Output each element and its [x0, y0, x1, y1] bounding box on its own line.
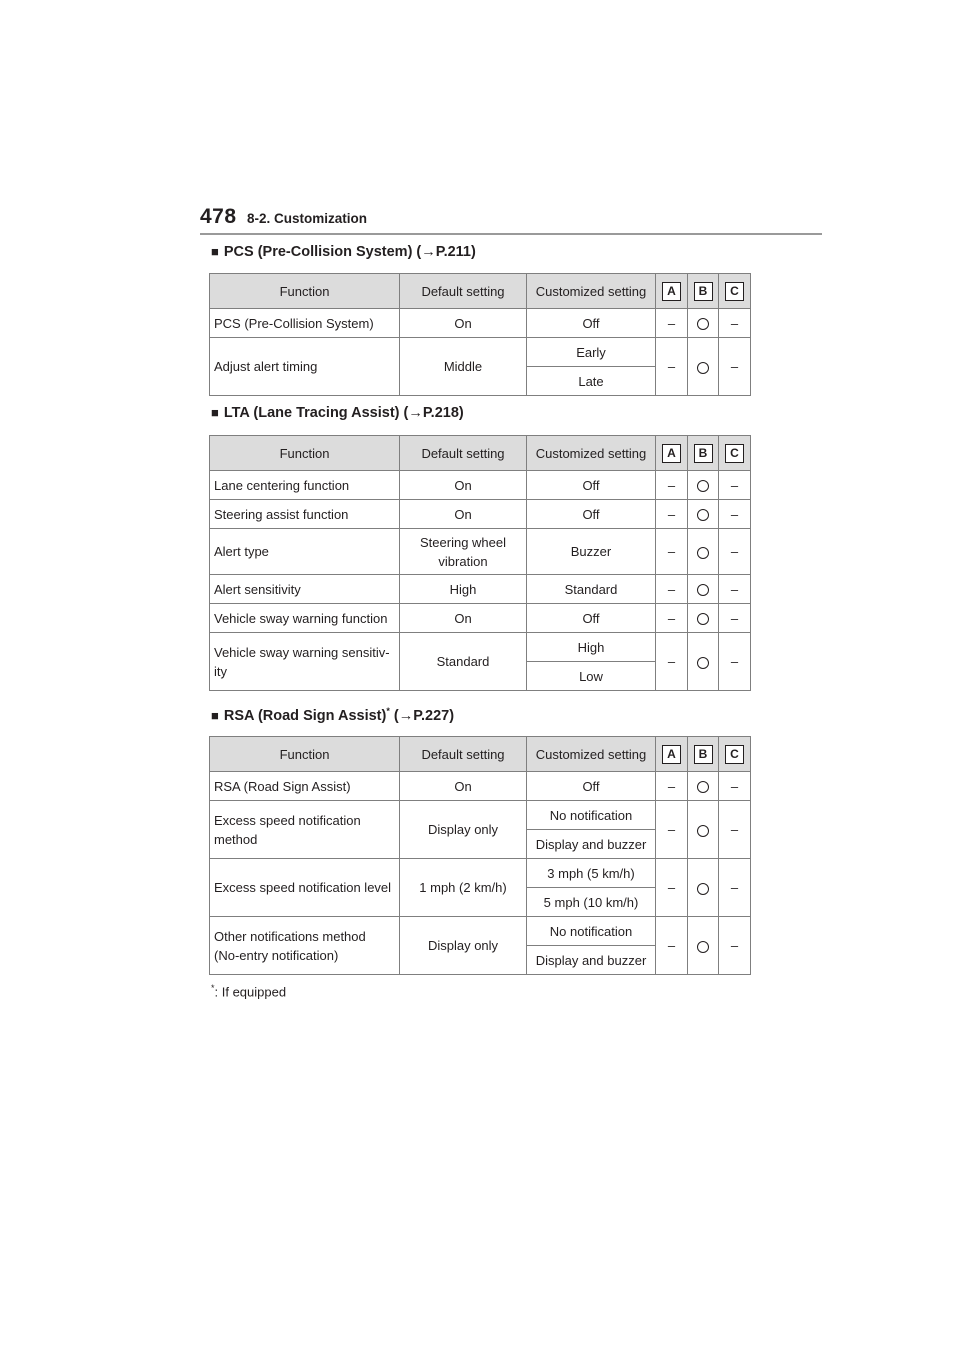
circle-icon: [697, 781, 709, 793]
table-row: Low: [210, 662, 751, 691]
page-header: [200, 205, 822, 233]
table-header-row: [210, 274, 751, 309]
arrow-icon: →: [398, 707, 414, 724]
square-bullet-icon: ■: [211, 405, 219, 420]
page-reference-link[interactable]: P.227): [413, 707, 455, 724]
dash-mark: –: [719, 500, 751, 529]
dash-mark: –: [656, 471, 688, 500]
table-row: Lane centering function On Off – –: [210, 471, 751, 500]
column-a-icon: A: [662, 282, 681, 301]
circle-icon: [697, 509, 709, 521]
column-header-function: Function: [210, 737, 400, 772]
circle-icon: [697, 362, 709, 374]
table-header-row: [210, 436, 751, 471]
lta-settings-table: [209, 435, 751, 691]
dash-mark: –: [656, 633, 688, 691]
dash-mark: –: [719, 633, 751, 691]
circle-icon: [697, 480, 709, 492]
dash-mark: –: [719, 471, 751, 500]
table-row: Alert sensitivity High Standard – –: [210, 575, 751, 604]
dash-mark: –: [656, 309, 688, 338]
dash-mark: –: [719, 309, 751, 338]
dash-mark: –: [656, 917, 688, 975]
column-header-default: Default setting: [400, 436, 527, 471]
table-row: Late: [210, 367, 751, 396]
circle-icon: [697, 941, 709, 953]
circle-icon: [697, 318, 709, 330]
dash-mark: –: [719, 772, 751, 801]
footnote-marker: *: [211, 983, 215, 993]
arrow-icon: →: [421, 244, 436, 260]
page-reference-link[interactable]: P.218): [422, 405, 464, 421]
circle-icon: [697, 883, 709, 895]
dash-mark: –: [656, 801, 688, 859]
column-b-icon: B: [694, 745, 713, 764]
footnote-marker: *: [386, 706, 390, 716]
table-row: Display and buzzer: [210, 830, 751, 859]
table-row: Alert type Steering wheel vibration Buzzer – –: [210, 529, 751, 575]
circle-icon: [697, 613, 709, 625]
dash-mark: –: [656, 529, 688, 575]
arrow-icon: →: [408, 405, 423, 421]
circle-icon: [697, 547, 709, 559]
table-row: Other notifications method (No-entry notification) Display only No notification – –: [210, 917, 751, 946]
section-title-rsa: ■ RSA (Road Sign Assist)* (→P.227): [211, 706, 455, 724]
table-row: 5 mph (10 km/h): [210, 888, 751, 917]
rsa-settings-table: [209, 736, 751, 975]
dash-mark: –: [656, 772, 688, 801]
column-b-icon: B: [694, 444, 713, 463]
dash-mark: –: [719, 801, 751, 859]
table-row: Steering assist function On Off – –: [210, 500, 751, 529]
column-header-customized: Customized setting: [527, 436, 656, 471]
square-bullet-icon: ■: [211, 707, 219, 723]
table-row: Adjust alert timing Middle Early – –: [210, 338, 751, 367]
column-c-icon: C: [725, 745, 744, 764]
circle-icon: [697, 657, 709, 669]
square-bullet-icon: ■: [211, 244, 219, 259]
column-a-icon: A: [662, 444, 681, 463]
dash-mark: –: [719, 529, 751, 575]
pcs-settings-table: [209, 273, 751, 396]
page-number: 478: [200, 205, 237, 228]
column-b-icon: B: [694, 282, 713, 301]
table-row: PCS (Pre-Collision System) On Off – –: [210, 309, 751, 338]
dash-mark: –: [719, 859, 751, 917]
dash-mark: –: [656, 338, 688, 396]
column-c-icon: C: [725, 444, 744, 463]
column-c-icon: C: [725, 282, 744, 301]
dash-mark: –: [719, 604, 751, 633]
dash-mark: –: [656, 859, 688, 917]
chapter-title: 8-2. Customization: [247, 211, 368, 226]
dash-mark: –: [719, 338, 751, 396]
column-header-customized: Customized setting: [527, 737, 656, 772]
page-reference-link[interactable]: P.211): [435, 244, 476, 260]
table-header-row: [210, 737, 751, 772]
column-header-function: Function: [210, 436, 400, 471]
table-row: Display and buzzer: [210, 946, 751, 975]
dash-mark: –: [719, 575, 751, 604]
dash-mark: –: [656, 604, 688, 633]
table-row: Excess speed notification level 1 mph (2 km/h) 3 mph (5 km/h) – –: [210, 859, 751, 888]
column-a-icon: A: [662, 745, 681, 764]
footnote: *: If equipped: [211, 983, 287, 1000]
circle-icon: [697, 825, 709, 837]
circle-icon: [697, 584, 709, 596]
table-row: Vehicle sway warning sensitiv- ity Standard High – –: [210, 633, 751, 662]
column-header-default: Default setting: [400, 274, 527, 309]
column-header-function: Function: [210, 274, 400, 309]
table-row: Vehicle sway warning function On Off – –: [210, 604, 751, 633]
header-divider: [200, 233, 822, 235]
column-header-customized: Customized setting: [527, 274, 656, 309]
dash-mark: –: [656, 500, 688, 529]
section-title-lta: ■ LTA (Lane Tracing Assist) (→P.218): [211, 405, 464, 421]
table-row: RSA (Road Sign Assist) On Off – –: [210, 772, 751, 801]
column-header-default: Default setting: [400, 737, 527, 772]
section-title-pcs: ■ PCS (Pre-Collision System) (→P.211): [211, 244, 476, 260]
dash-mark: –: [719, 917, 751, 975]
dash-mark: –: [656, 575, 688, 604]
table-row: Excess speed notification method Display only No notification – –: [210, 801, 751, 830]
